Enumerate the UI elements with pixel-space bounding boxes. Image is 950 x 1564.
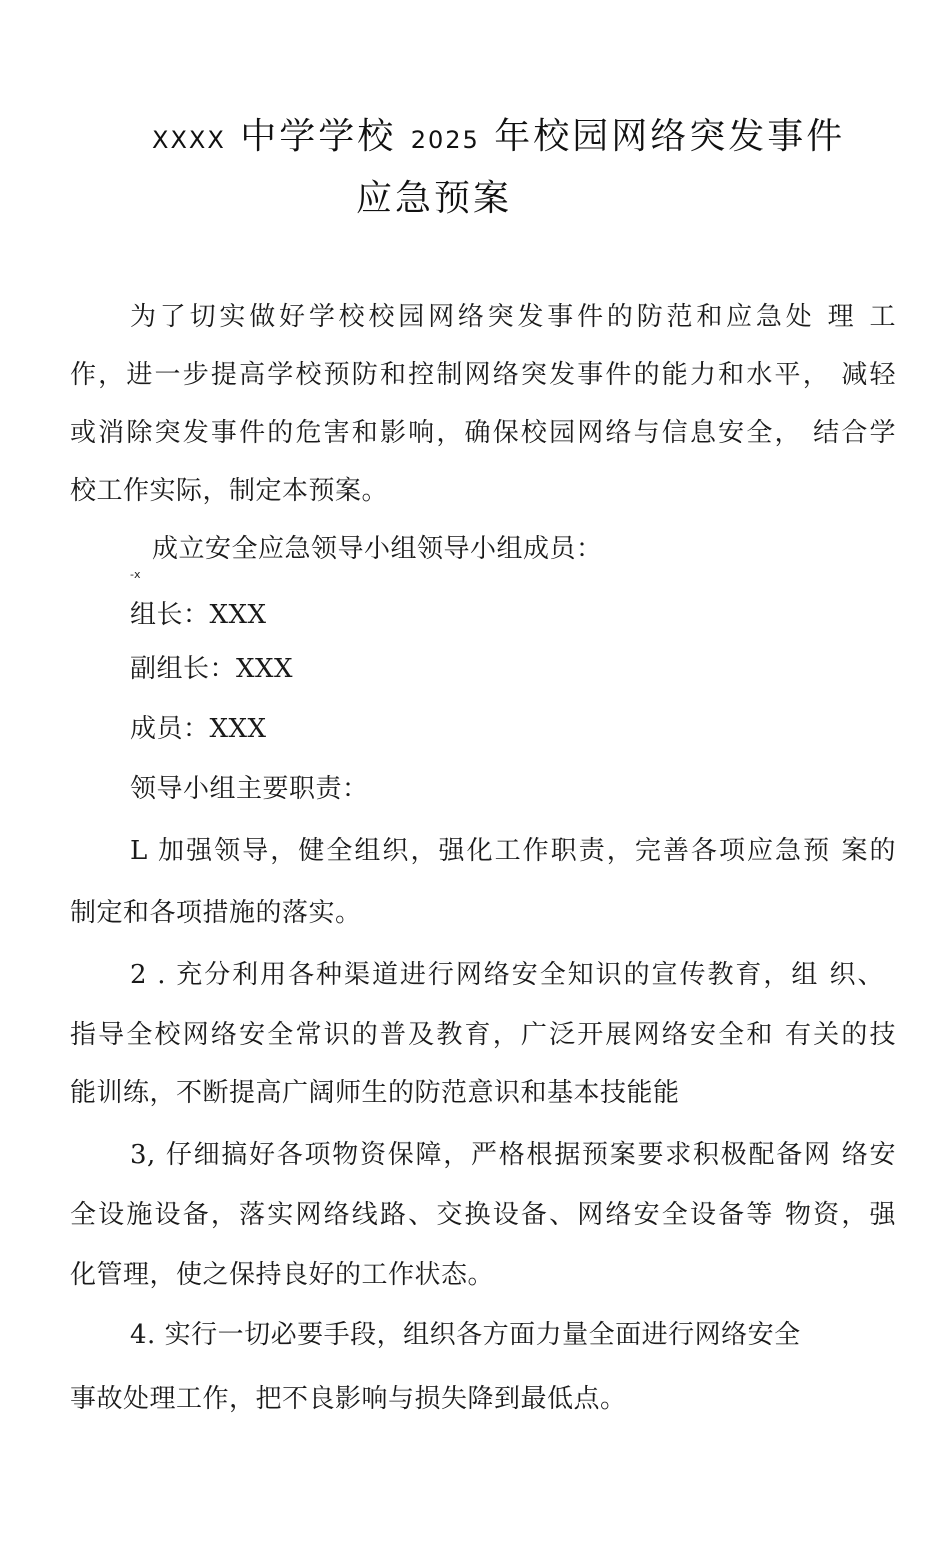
group-heading: 成立安全应急领导小组领导小组成员： xyxy=(152,534,603,564)
duty-1-line-1: L 加强领导，健全组织，强化工作职责，完善各项应急预 案的 xyxy=(130,836,896,866)
title-subject: 年校园网络突发事件 xyxy=(494,116,846,157)
group-members: 成员：XXX xyxy=(130,714,267,744)
group-deputy-leader: 副组长：XXX xyxy=(130,654,294,684)
intro-line-4: 校工作实际，制定本预案。 xyxy=(70,476,389,506)
group-leader: 组长：XXX xyxy=(130,600,267,630)
duty-3-line-3: 化管理，使之保持良好的工作状态。 xyxy=(70,1260,495,1290)
intro-line-3: 或消除突发事件的危害和影响，确保校园网络与信息安全， 结合学 xyxy=(70,418,896,448)
document-title-line-2: 应急预案 xyxy=(356,178,513,219)
document-title-line-1 xyxy=(152,108,845,159)
duty-4-line-1: 4. 实行一切必要手段，组织各方面力量全面进行网络安全 xyxy=(130,1320,801,1350)
duty-4-line-2: 事故处理工作，把不良影响与损失降到最低点。 xyxy=(70,1384,627,1414)
duty-2-line-2: 指导全校网络安全常识的普及教育，广泛开展网络安全和 有关的技 xyxy=(70,1020,896,1050)
duty-1-line-2: 制定和各项措施的落实。 xyxy=(70,898,362,928)
duty-3-line-1: 3, 仔细搞好各项物资保障，严格根据预案要求积极配备网 络安 xyxy=(130,1140,896,1170)
intro-line-2: 作，进一步提高学校预防和控制网络突发事件的能力和水平， 减轻 xyxy=(70,360,896,390)
title-school-type: 中学学校 xyxy=(240,116,397,157)
duty-2-line-3: 能训练，不断提高广阔师生的防范意识和基本技能能 xyxy=(70,1078,680,1108)
duties-heading: 领导小组主要职责： xyxy=(130,774,369,804)
intro-line-1: 为了切实做好学校校园网络突发事件的防范和应急处 理 工 xyxy=(130,302,896,332)
title-year: 2025 xyxy=(410,126,480,154)
duty-3-line-2: 全设施设备，落实网络线路、交换设备、网络安全设备等 物资，强 xyxy=(70,1200,896,1230)
title-school-code: XXXX xyxy=(152,126,226,154)
duty-2-line-1: 2 . 充分利用各种渠道进行网络安全知识的宣传教育，组 织、 xyxy=(130,960,884,990)
list-marker: -x xyxy=(130,568,141,581)
